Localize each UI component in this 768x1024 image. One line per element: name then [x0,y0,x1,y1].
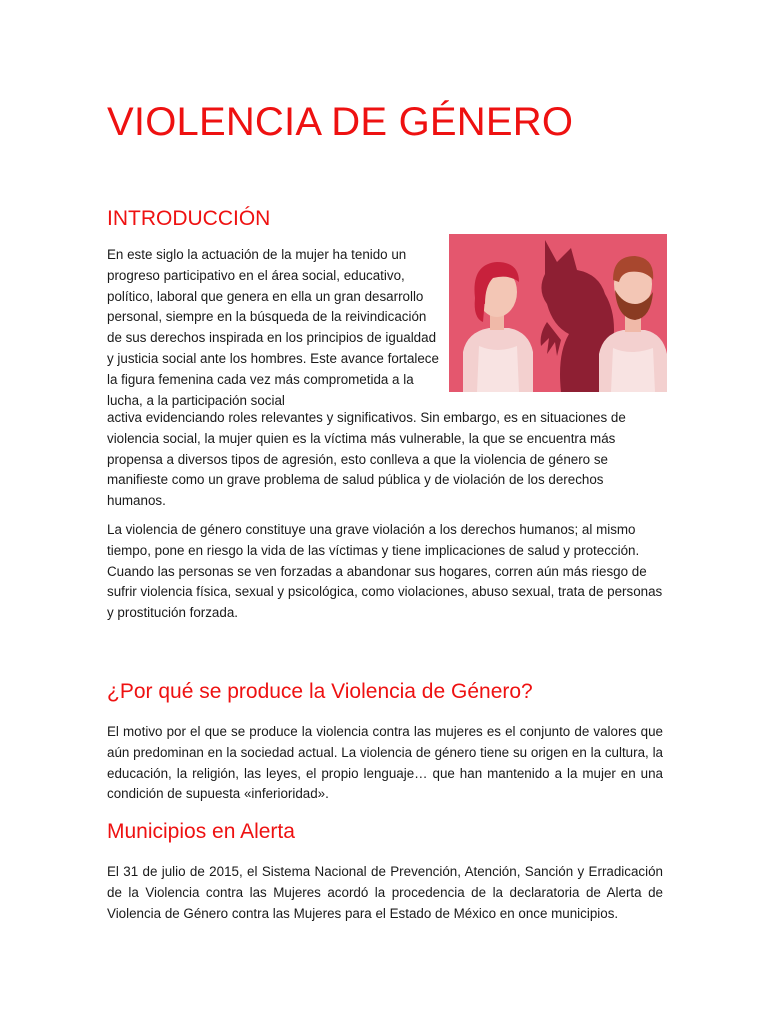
alert-paragraph: El 31 de julio de 2015, el Sistema Nacional de Prevención, Atención, Sanción y Erradicación de la Violencia contra las Mujeres acordó la procedencia de la declaratoria de Alerta de Violencia de Género contra las Mujeres para el Estado de México en once municipios. [107,864,663,921]
alert-heading: Municipios en Alerta [107,820,295,843]
document-title: VIOLENCIA DE GÉNERO [107,100,574,144]
intro-paragraph-bottom: activa evidenciando roles relevantes y significativos. Sin embargo, es en situaciones de violencia social, la mujer quien es la víctima más vulnerable, la que se encuentra más propensa a diversos tipos de agresión, esto conlleva a que la violencia de género se manifieste como un grave problema de salud pública y de violación de los derechos humanos. [107,410,626,509]
why-paragraph: El motivo por el que se produce la violencia contra las mujeres es el conjunto de valores que aún predominan en la sociedad actual. La violencia de género tiene su origen en la cultura, la educación, la religión, las leyes, el propio lenguaje… que han mantenido a la mujer en una condición de supuesta «inferioridad». [107,724,663,802]
intro-paragraph-top: En este siglo la actuación de la mujer ha tenido un progreso participativo en el área social, educativo, político, laboral que genera en ella un gran desarrollo personal, siempre en la búsqueda de la reivindicación de sus derechos inspirada en los principios de igualdad y justicia social ante los hombres. Este avance fortalece la figura femenina cada vez más comprometida a la lucha, a la participación social [107,247,439,408]
intro-heading: INTRODUCCIÓN [107,207,271,230]
intro-paragraph-2: La violencia de género constituye una grave violación a los derechos humanos; al mismo tiempo, pone en riesgo la vida de las víctimas y tiene implicaciones de salud y protección. Cuando las personas se ven forzadas a abandonar sus hogares, corren aún más riesgo de sufrir violencia física, sexual y psicológica, como violaciones, abuso sexual, trata de personas y prostitución forzada. [107,522,663,621]
woman-man-wolf-shadow-illustration-icon [449,234,667,392]
why-heading: ¿Por qué se produce la Violencia de Género? [107,680,533,703]
